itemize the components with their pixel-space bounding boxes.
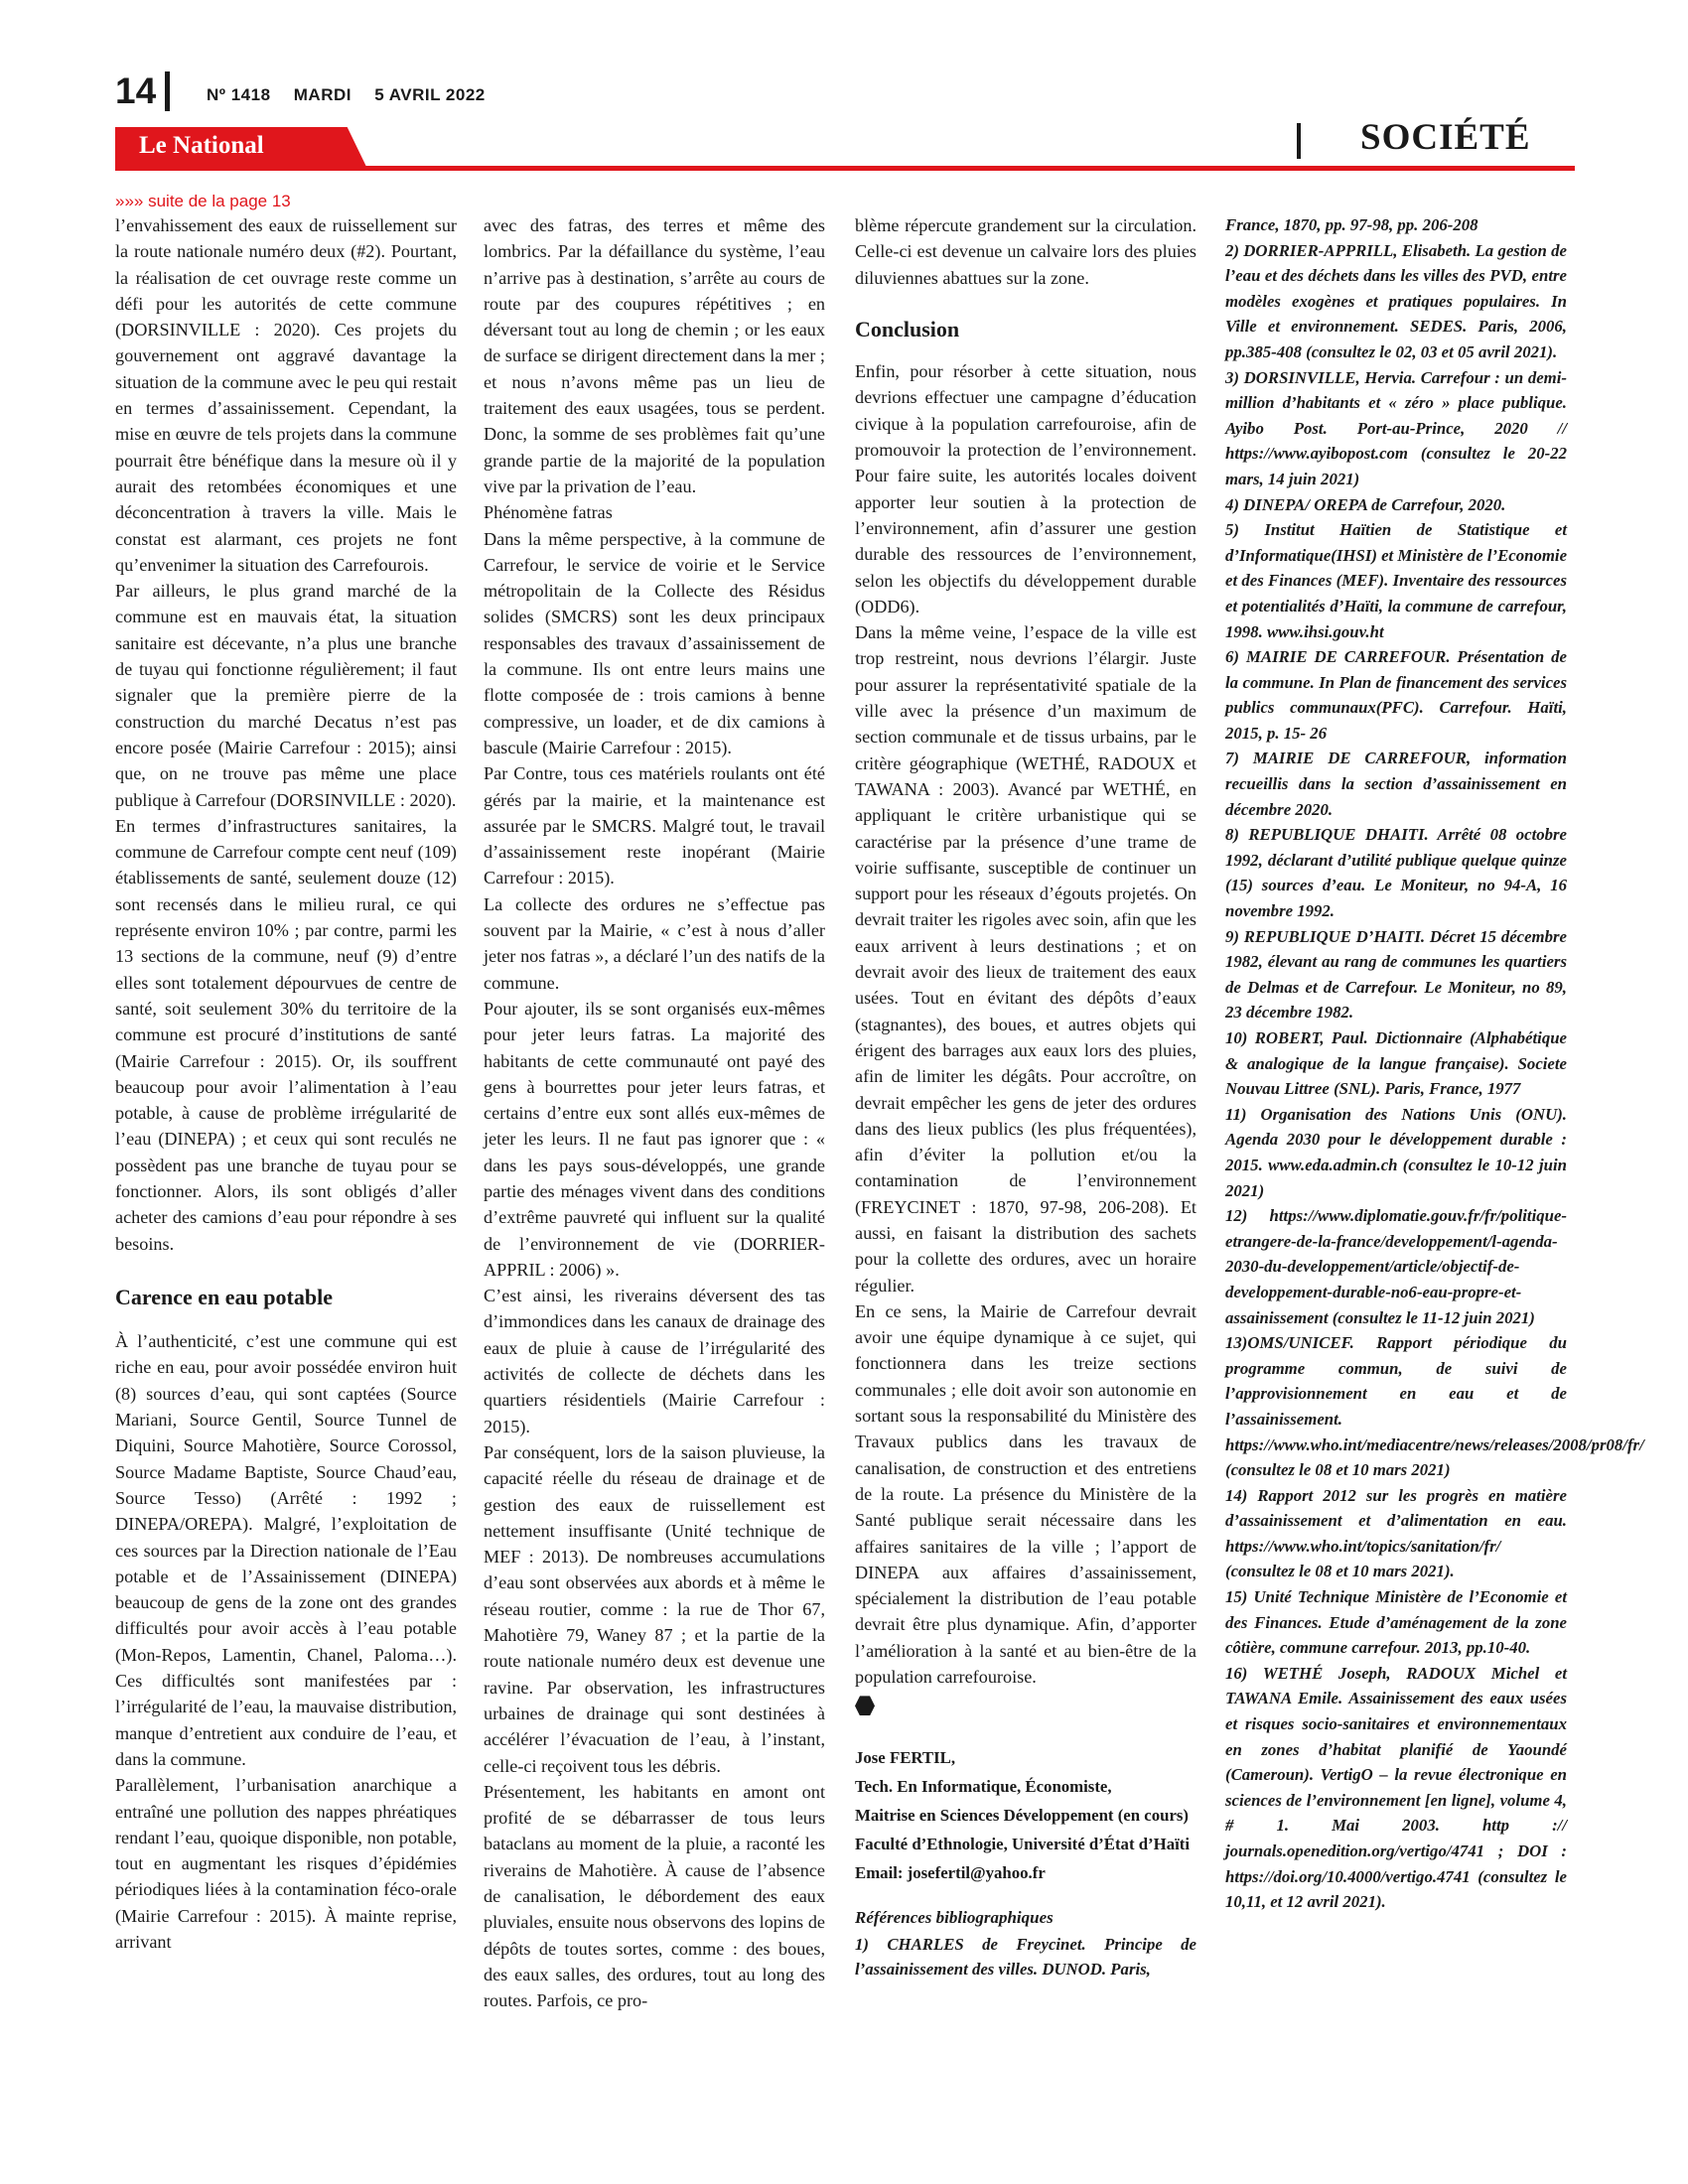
author-faculty: Faculté d’Ethnologie, Université d’État d’Haïti (855, 1835, 1191, 1854)
article-column-3 (855, 212, 1196, 1982)
reference-item: 15) Unité Technique Ministère de l’Economie et des Finances. Etude d’aménagement de la zone côtière, commune carrefour. 2013, pp.10-40. (1225, 1587, 1567, 1658)
reference-item: 14) Rapport 2012 sur les progrès en matière d’assainissement et d’alimentation en eau. https://www.who.int/topics/sanitation/fr/ (consultez le 08 et 10 mars 2021). (1225, 1485, 1567, 1581)
reference-item: 1) CHARLES de Freycinet. Principe de l’assainissement des villes. DUNOD. Paris, (855, 1934, 1196, 1979)
paragraph: blème répercute grandement sur la circulation. Celle-ci est devenue un calvaire lors des pluies diluviennes abattues sur la zone. (855, 215, 1196, 288)
issue-number: Nº 1418 (207, 85, 271, 104)
brand-name: Le National (139, 132, 264, 159)
article-column-2 (484, 212, 825, 2013)
paragraph: C’est ainsi, les riverains déversent des tas d’immondices dans les canaux de drainage des eaux de pluie à cause de l’irrégularité des activités de collecte de déchets dans les quartiers résidentiels (Mairie Carrefour : 2015). (484, 1286, 825, 1436)
author-email: Email: josefertil@yahoo.fr (855, 1863, 1046, 1883)
paragraph: Par ailleurs, le plus grand marché de la commune est en mauvais état, la situation sanitaire est décevante, n’a plus une branche de tuyau qui fonctionne régulièrement; il faut signaler que la première pierre de la construction du marché Decatus n’est pas encore posée (Mairie Carrefour : 2015); ainsi que, on ne trouve pas même une place publique à Carrefour (DORSINVILLE : 2020). (115, 581, 457, 810)
reference-item: 12) https://www.diplomatie.gouv.fr/fr/politique-etrangere-de-la-france/developpement/l-agenda-2030-du-developpement/article/objectif-de-developpement-durable-no6-eau-propre-et-assainissement (consultez le 11-12 juin 2021) (1225, 1206, 1567, 1327)
subheading-water: Carence en eau potable (115, 1284, 333, 1309)
reference-item: 2) DORRIER-APPRILL, Elisabeth. La gestion de l’eau et des déchets dans les villes des PVD, entre modèles exogènes et pratiques populaires. In Ville et environnement. SEDES. Paris, 2006, pp.385-408 (consultez le 02, 03 et 05 avril 2021). (1225, 240, 1567, 361)
paragraph: Dans la même perspective, à la commune de Carrefour, le service de voirie et le Service métropolitain de la Collecte des Résidus solides (SMCRS) sont les deux principaux responsables des travaux d’assainissement de la commune. Ils ont entre leurs mains une flotte composée de : trois camions à benne compressive, un loader, et de dix camions à bascule (Mairie Carrefour : 2015). (484, 528, 825, 757)
issue-date: 5 AVRIL 2022 (374, 85, 486, 104)
reference-item: 16) WETHÉ Joseph, RADOUX Michel et TAWANA Emile. Assainissement des eaux usées et risques socio-sanitaires et environnementaux en zones d’habitat planifié de Yaoundé (Cameroun). VertigO – la revue électronique en sciences de l’environnement [en ligne], volume 4, # 1. Mai 2003. http :// journals.openedition.org/vertigo/4741 ; DOI : https://doi.org/10.4000/vertigo.4741 (consultez le 10,11, et 12 avril 2021). (1225, 1663, 1567, 1912)
issue-line (207, 85, 503, 105)
paragraph: Par conséquent, lors de la saison pluvieuse, la capacité réelle du réseau de drainage et de gestion des eaux de ruissellement est nettement insuffisante (Unité technique de MEF : 2013). De nombreuses accumulations d’eau sont observées aux abords et à même le réseau routier, comme : la rue de Thor 67, Mahotière 79, Waney 87 ; et la partie de la route nationale numéro deux est devenue une ravine. Par observation, les infrastructures urbaines de drainage qui sont destinées à accélérer l’évacuation de l’eau, à l’instant, celle-ci reçoivent tous les débris. (484, 1441, 825, 1776)
author-name: Jose FERTIL, (855, 1748, 956, 1768)
issue-weekday: MARDI (293, 85, 352, 104)
reference-item: 8) REPUBLIQUE DHAITI. Arrêté 08 octobre 1992, déclarant d’utilité publique quelque quinze (15) sources d’eau. Le Moniteur, no 94-A, 16 novembre 1992. (1225, 825, 1567, 921)
reference-item: 4) DINEPA/ OREPA de Carrefour, 2020. (1225, 494, 1506, 514)
section-title: SOCIÉTÉ (1360, 117, 1531, 158)
reference-item: 11) Organisation des Nations Unis (ONU). Agenda 2030 pour le développement durable : 2015. www.eda.admin.ch (consultez le 10-12 juin 2021) (1225, 1104, 1567, 1200)
references-heading: Références bibliographiques (855, 1908, 1054, 1928)
paragraph: Pour ajouter, ils se sont organisés eux-mêmes pour jeter leurs fatras. La majorité des habitants de cette communauté ont payé des gens à bourrettes pour jeter leurs fatras, et certains d’entre eux sont allés eux-mêmes de jeter les leurs. Il ne faut pas ignorer que : « dans les pays sous-développés, une grande partie des ménages vivent dans des conditions d’extrême pauvreté qui influent sur la qualité de l’environnement de vie (DORRIER-APPRIL : 2006) ». (484, 998, 825, 1280)
reference-item: 5) Institut Haïtien de Statistique et d’Informatique(IHSI) et Ministère de l’Economie et des Finances (MEF). Inventaire des ressources et potentialités d’Haïti, la commune de carrefour, 1998. www.ihsi.gouv.ht (1225, 520, 1568, 641)
paragraph: Dans la même veine, l’espace de la ville est trop restreint, nous devrions l’élargir. Juste pour assurer la représentativité spatiale de la ville avec la présence d’un maximum de section communale et de tissus urbains, par le critère géographique (WETHÉ, RADOUX et TAWANA : 2003). Avancé par WETHÉ, en appliquant le critère urbanistique qui se caractérise par la présence d’une trame de voirie suffisante, susceptible de continuer un support pour les réseaux d’égouts projetés. On devrait traiter les rigoles avec soin, afin que les eaux arrivent à leurs destinations ; et on devrait avoir des lieux de traitement des eaux usées. Tout en évitant des dépôts d’eaux (stagnantes), des boues, et autres objets qui érigent des barrages aux eaux lors des pluies, afin de limiter les dégâts. Pour accroître, on devrait empêcher les gens de jeter des ordures dans des lieux publics (les plus fréquentées), afin d’éviter la pollution et/ou la contamination de l’environnement (FREYCINET : 1870, 97-98, 206-208). Et aussi, en faisant la distribution des sachets pour la collette des ordures, avec un horaire régulier. (855, 622, 1196, 1296)
author-title: Tech. En Informatique, Économiste, (855, 1777, 1112, 1797)
end-mark-icon (855, 1696, 875, 1715)
subheading-conclusion: Conclusion (855, 316, 960, 341)
paragraph: l’envahissement des eaux de ruissellement sur la route nationale numéro deux (#2). Pourtant, la réalisation de cet ouvrage reste comme un défi pour les autorités de cette commune (DORSINVILLE : 2020). Ces projets du gouvernement ont aggravé davantage la situation de la commune avec le peu qui restait en termes d’assainissement. Cependant, la mise en œuvre de tels projets dans la commune pourrait être bénéfique dans la mesure où il y aurait des retombées économiques et une déconcentration à travers la ville. Mais le constat est alarmant, ces projets ne font qu’envenimer la situation des Carrefourois. (115, 215, 457, 575)
paragraph: À l’authenticité, c’est une commune qui est riche en eau, pour avoir possédée environ huit (8) sources d’eau, qui sont captées (Source Mariani, Source Gentil, Source Tunnel de Diquini, Source Mahotière, Source Corossol, Source Madame Baptiste, Source Chaud’eau, Source Tesso) (Arrêté : 1992 ; DINEPA/OREPA). Malgré, l’exploitation de ces sources par la Direction nationale de l’Eau potable et de l’Assainissement (DINEPA) beaucoup de gens de la zone ont des grandes difficultés pour avoir accès à l’eau potable (Mon-Repos, Lamentin, Chanel, Paloma…). Ces difficultés sont manifestées par : l’irrégularité de l’eau, la mauvaise distribution, manque d’entretient aux conduire de l’eau, et dans la commune. (115, 1331, 457, 1769)
author-degree: Maitrise en Sciences Développement (en cours) (855, 1806, 1190, 1826)
reference-item: 13)OMS/UNICEF. Rapport périodique du programme commun, de suivi de l’approvisionnement en eau et de l’assainissement. https://www.who.int/mediacentre/news/releases/2008/pr08/fr/ (consultez le 08 et 10 mars 2021) (1225, 1333, 1644, 1480)
continued-note: »»» suite de la page 13 (115, 192, 291, 210)
paragraph: La collecte des ordures ne s’effectue pas souvent par la Mairie, « c’est à nous d’aller jeter nos fatras », a déclaré l’un des natifs de la commune. (484, 893, 825, 993)
page-number: 14 (115, 70, 157, 111)
reference-item: 6) MAIRIE DE CARREFOUR. Présentation de la commune. In Plan de financement des services publics communaux(PFC). Carrefour. Haïti, 2015, p. 15- 26 (1225, 647, 1567, 743)
reference-item: 7) MAIRIE DE CARREFOUR, information recueillis dans la section d’assainissement en décembre 2020. (1225, 749, 1567, 819)
article-column-1 (115, 212, 457, 1955)
section-divider (1297, 123, 1301, 159)
reference-item: 9) REPUBLIQUE D’HAITI. Décret 15 décembre 1982, élevant au rang de communes les quartiers de Delmas et de Carrefour. Le Moniteur, no 89, 23 décembre 1982. (1225, 926, 1567, 1023)
references-column (1225, 212, 1644, 1915)
paragraph: avec des fatras, des terres et même des lombrics. Par la défaillance du système, l’eau n’arrive pas à destination, s’arrête au cours de route par des coupures répétitives ; en déversant tout au long de chemin ; or les eaux de surface se dirigent directement dans la mer ; et nous n’avons même pas un lieu de traitement des eaux usagées, tous se perdent. Donc, la somme de ses problèmes fait qu’une grande partie de la majorité de la population vive par la privation de l’eau. (484, 215, 825, 496)
reference-item: 3) DORSINVILLE, Hervia. Carrefour : un demi-million d’habitants et « zéro » place publique. Ayibo Post. Port-au-Prince, 2020 // https://www.ayibopost.com (consultez le 20-22 mars, 14 juin 2021) (1225, 367, 1567, 488)
paragraph: Par Contre, tous ces matériels roulants ont été gérés par la mairie, et la maintenance est assurée par le SMCRS. Malgré tout, le travail d’assainissement reste inopérant (Mairie Carrefour : 2015). (484, 763, 825, 888)
reference-item: 10) ROBERT, Paul. Dictionnaire (Alphabétique & analogique de la langue française). Societe Nouvau Littree (SNL). Paris, France, 1977 (1225, 1028, 1567, 1099)
paragraph: Enfin, pour résorber à cette situation, nous devrions effectuer une campagne d’éducation civique à la population carrefouroise, afin de promouvoir la protection de l’environnement. Pour faire suite, les autorités locales doivent apporter leur soutien à la protection de l’environnement, afin d’assurer une gestion durable des ressources de l’environnement, selon les objectifs du développement durable (ODD6). (855, 361, 1196, 616)
paragraph: Présentement, les habitants en amont ont profité de se débarrasser de tous leurs bataclans au moment de la pluie, a raconté les riverains de Mahotière. À cause de l’absence de canalisation, le débordement des eaux pluviales, ensuite nous observons des lopins de dépôts de toutes sortes, comme : des boues, des eaux salles, des ordures, tout au long des routes. Parfois, ce pro- (484, 1781, 825, 2011)
header-rule (115, 166, 1575, 171)
paragraph: Phénomène fatras (484, 502, 613, 523)
author-block (855, 1745, 1196, 1885)
page-number-divider (165, 71, 170, 111)
reference-item: France, 1870, pp. 97-98, pp. 206-208 (1225, 215, 1478, 234)
paragraph: En ce sens, la Mairie de Carrefour devrait avoir une équipe dynamique à ce sujet, qui fonctionnera dans les treize sections communales ; elle doit avoir son autonomie en sortant sous la responsabilité du Ministère des Travaux publics dans les travaux de canalisation, de construction et des entretiens de la route. La présence du Ministère de la Santé publique serait nécessaire dans les affaires sanitaires de la ville ; l’apport de DINEPA aux affaires d’assainissement, spécialement la distribution de l’eau potable devrait être plus dynamique. Afin, d’apporter l’amélioration à la santé et au bien-être de la population carrefouroise. (855, 1300, 1196, 1688)
paragraph: Parallèlement, l’urbanisation anarchique a entraîné une pollution des nappes phréatiques rendant l’eau, quoique disponible, non potable, tout en augmentant les risques d’épidémies périodiques liées à la contamination féco-orale (Mairie Carrefour : 2015). À mainte reprise, arrivant (115, 1775, 457, 1952)
paragraph: En termes d’infrastructures sanitaires, la commune de Carrefour compte cent neuf (109) établissements de santé, seulement douze (12) sont recensés dans le milieu rural, ce qui représente environ 10% ; par contre, parmi les 13 sections de la commune, neuf (9) d’entre elles sont totalement dépourvues de centre de santé, soit seulement 30% du territoire de la commune est procuré d’institutions de santé (Mairie Carrefour : 2015). Or, ils souffrent beaucoup pour avoir l’alimentation à l’eau potable, à cause de problème irrégularité de l’eau (DINEPA) ; et ceux qui sont reculés ne possèdent pas une branche de tuyau pour se fonctionner. Alors, ils sont obligés d’aller acheter des camions d’eau pour répondre à ses besoins. (115, 815, 457, 1254)
